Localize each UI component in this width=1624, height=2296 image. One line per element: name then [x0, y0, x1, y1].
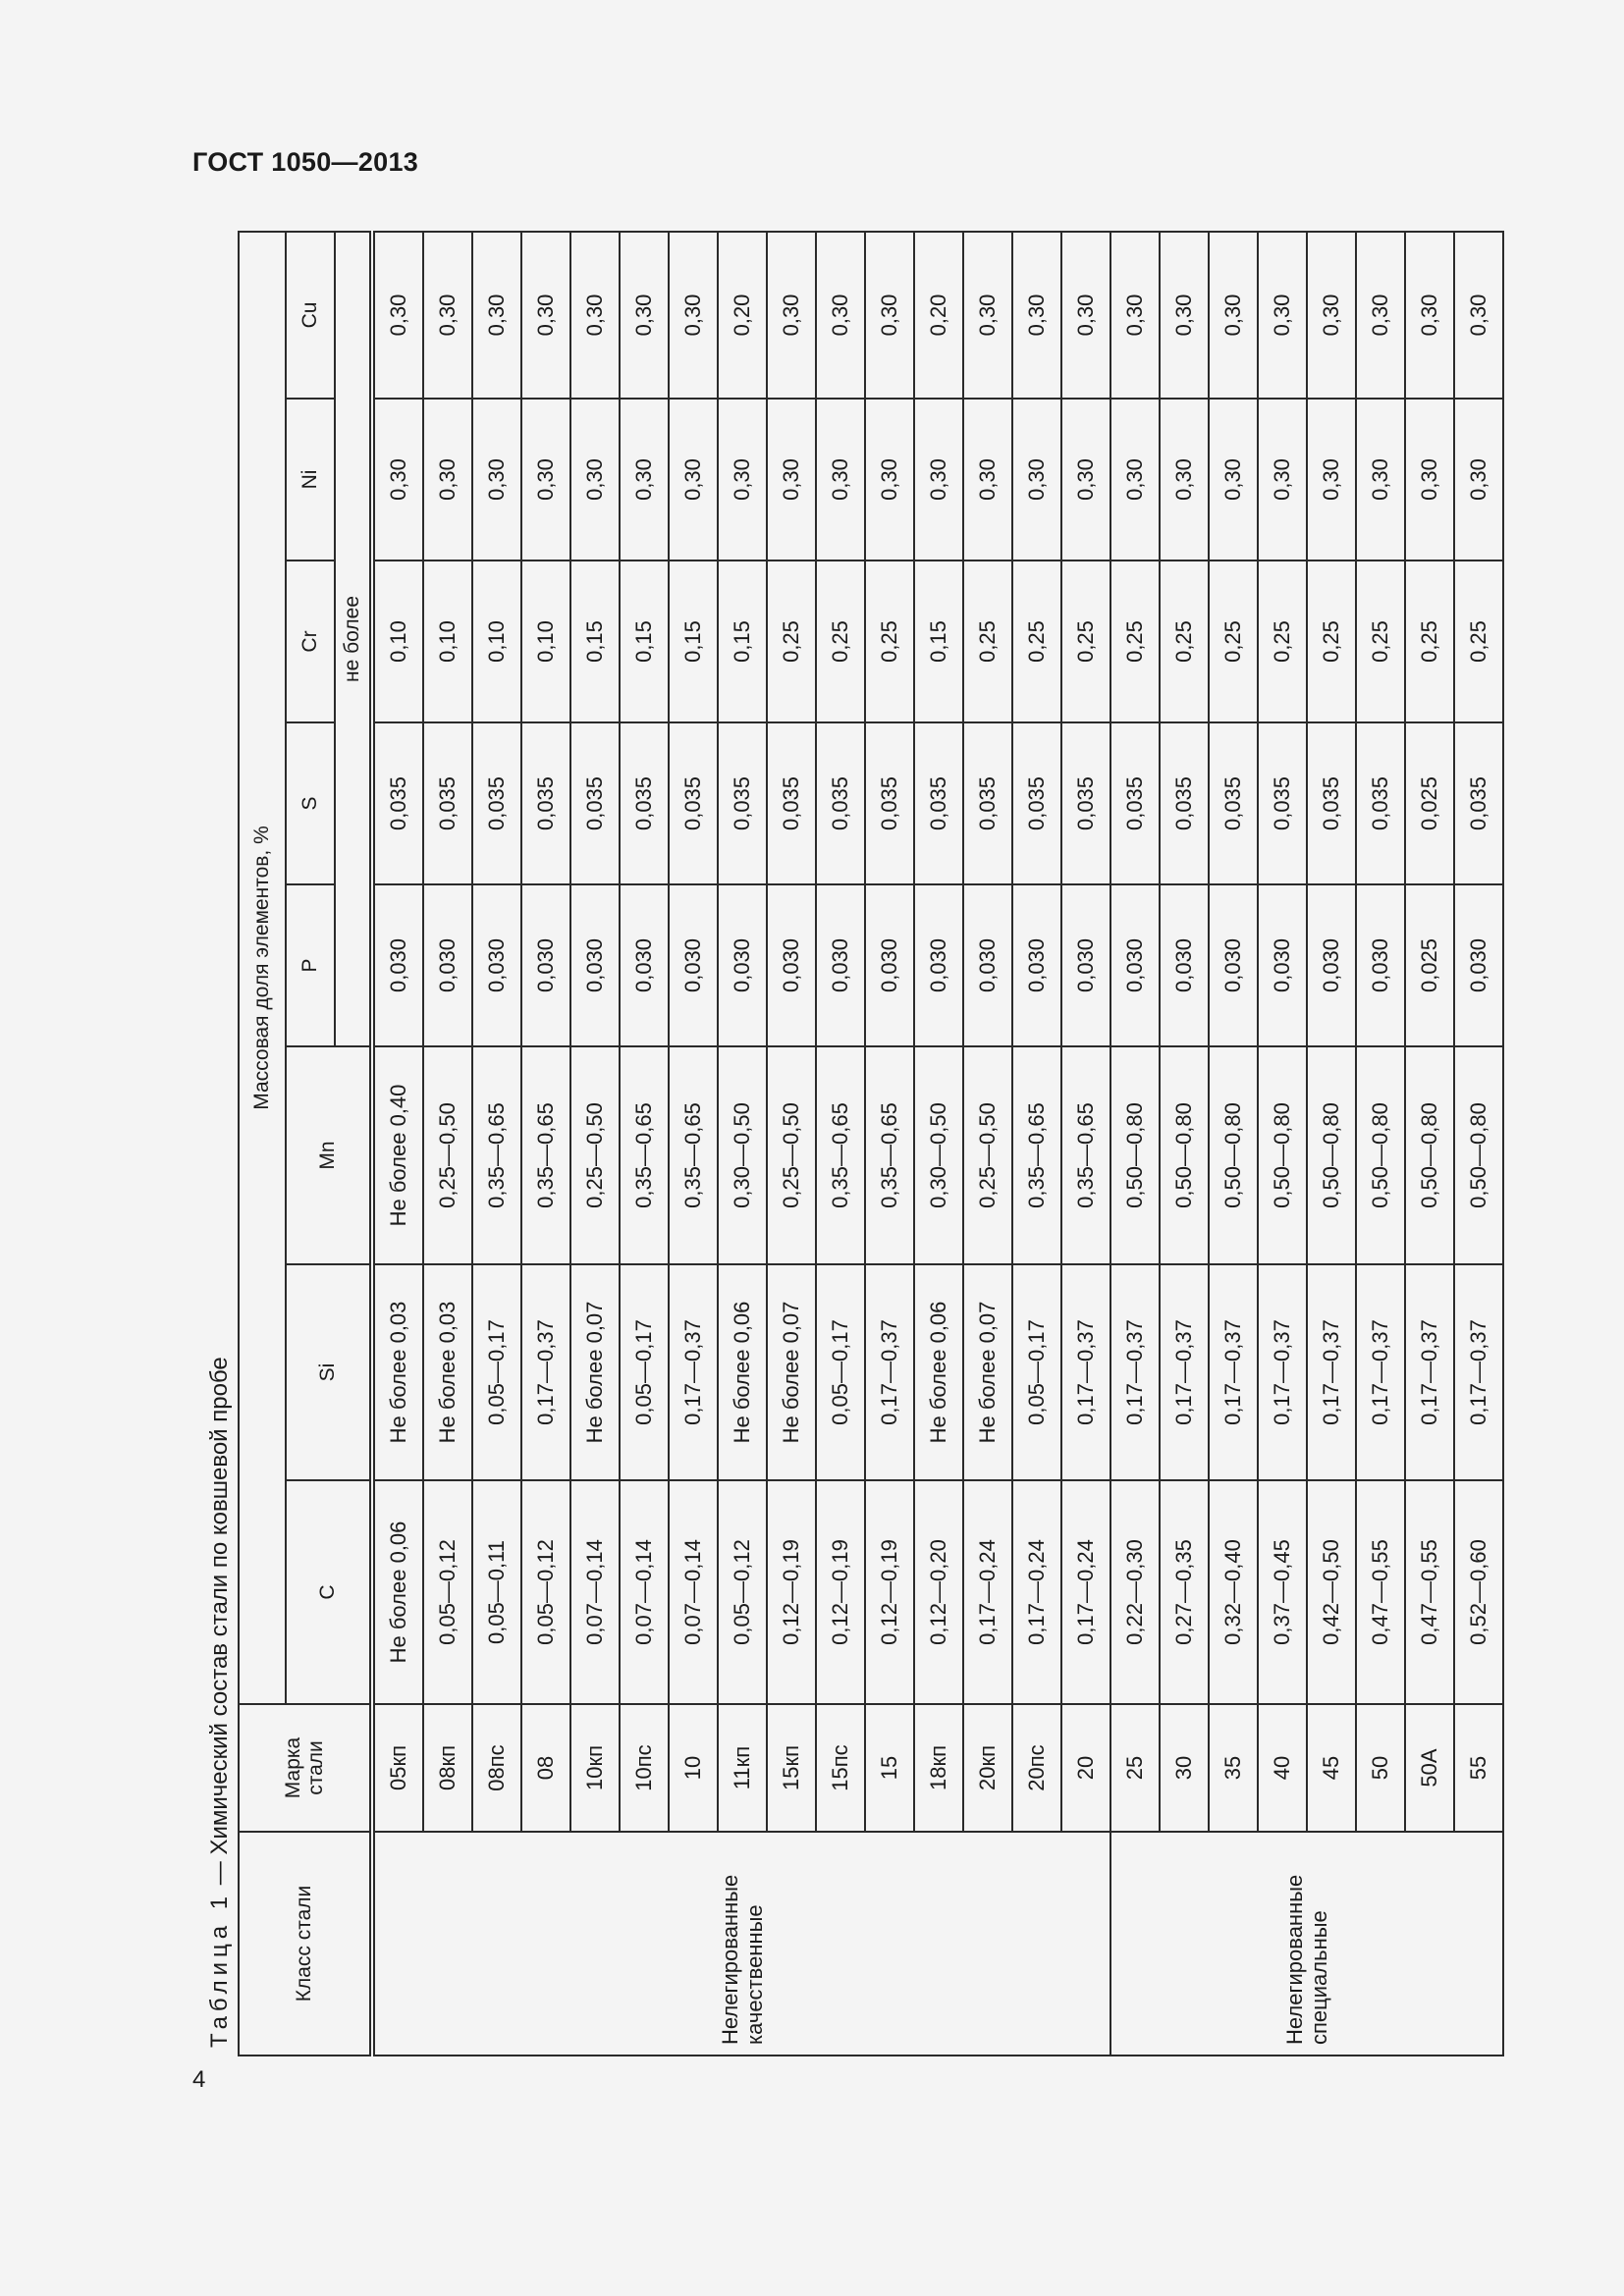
- cell-si: Не более 0,07: [570, 1264, 620, 1480]
- cell-ni: 0,30: [669, 399, 718, 561]
- cell-c: 0,47—0,55: [1405, 1480, 1454, 1704]
- cell-cu: 0,30: [963, 232, 1012, 399]
- cell-p: 0,030: [865, 884, 914, 1046]
- cell-c: 0,17—0,24: [1061, 1480, 1110, 1704]
- cell-ni: 0,30: [1307, 399, 1356, 561]
- steel-grade-cell: 25: [1110, 1704, 1160, 1832]
- cell-cu: 0,30: [1405, 232, 1454, 399]
- cell-p: 0,030: [914, 884, 963, 1046]
- cell-s: 0,035: [1061, 722, 1110, 884]
- cell-cr: 0,15: [669, 561, 718, 722]
- cell-si: 0,05—0,17: [1012, 1264, 1061, 1480]
- cell-mn: 0,35—0,65: [816, 1046, 865, 1264]
- cell-ni: 0,30: [1258, 399, 1307, 561]
- cell-cr: 0,25: [1012, 561, 1061, 722]
- cell-cu: 0,30: [1258, 232, 1307, 399]
- cell-cu: 0,20: [914, 232, 963, 399]
- table-body: [372, 232, 1503, 2056]
- cell-p: 0,030: [1454, 884, 1503, 1046]
- cell-p: 0,030: [1258, 884, 1307, 1046]
- cell-s: 0,035: [1160, 722, 1209, 884]
- cell-ni: 0,30: [914, 399, 963, 561]
- table-caption-lead: Таблица 1: [206, 1891, 233, 2048]
- cell-s: 0,035: [669, 722, 718, 884]
- cell-cu: 0,30: [1454, 232, 1503, 399]
- cell-ni: 0,30: [1405, 399, 1454, 561]
- steel-grade-cell: 40: [1258, 1704, 1307, 1832]
- cell-c: 0,42—0,50: [1307, 1480, 1356, 1704]
- document-header: ГОСТ 1050—2013: [192, 147, 419, 177]
- cell-p: 0,030: [816, 884, 865, 1046]
- cell-si: 0,17—0,37: [1405, 1264, 1454, 1480]
- cell-s: 0,035: [1012, 722, 1061, 884]
- cell-ni: 0,30: [1356, 399, 1405, 561]
- cell-c: 0,17—0,24: [963, 1480, 1012, 1704]
- cell-s: 0,035: [816, 722, 865, 884]
- cell-cr: 0,25: [1356, 561, 1405, 722]
- cell-mn: 0,50—0,80: [1454, 1046, 1503, 1264]
- cell-cr: 0,25: [1307, 561, 1356, 722]
- steel-grade-cell: 15кп: [767, 1704, 816, 1832]
- table-row: [1110, 232, 1160, 2056]
- cell-s: 0,035: [767, 722, 816, 884]
- header-element-p: P: [286, 884, 335, 1046]
- cell-ni: 0,30: [372, 399, 423, 561]
- table-row: [1160, 232, 1209, 2056]
- cell-s: 0,035: [1258, 722, 1307, 884]
- cell-p: 0,030: [372, 884, 423, 1046]
- table-row: [1061, 232, 1110, 2056]
- cell-p: 0,030: [963, 884, 1012, 1046]
- table-row: [1258, 232, 1307, 2056]
- steel-grade-cell: 10: [669, 1704, 718, 1832]
- steel-grade-cell: 08: [521, 1704, 570, 1832]
- cell-s: 0,035: [472, 722, 521, 884]
- cell-cu: 0,30: [1160, 232, 1209, 399]
- cell-p: 0,030: [1110, 884, 1160, 1046]
- steel-grade-cell: 50: [1356, 1704, 1405, 1832]
- steel-grade-cell: 20: [1061, 1704, 1110, 1832]
- cell-si: Не более 0,03: [423, 1264, 472, 1480]
- cell-cu: 0,30: [816, 232, 865, 399]
- cell-mn: 0,50—0,80: [1258, 1046, 1307, 1264]
- cell-c: 0,12—0,19: [767, 1480, 816, 1704]
- cell-c: 0,07—0,14: [669, 1480, 718, 1704]
- table-row: [718, 232, 767, 2056]
- steel-grade-cell: 11кп: [718, 1704, 767, 1832]
- cell-cr: 0,15: [718, 561, 767, 722]
- table-row: [1307, 232, 1356, 2056]
- cell-c: 0,07—0,14: [620, 1480, 669, 1704]
- cell-p: 0,030: [1356, 884, 1405, 1046]
- header-element-ni: Ni: [286, 399, 335, 561]
- header-element-c: C: [286, 1480, 372, 1704]
- cell-ni: 0,30: [1061, 399, 1110, 561]
- cell-cu: 0,30: [669, 232, 718, 399]
- cell-p: 0,030: [1160, 884, 1209, 1046]
- table-row: [1012, 232, 1061, 2056]
- steel-grade-cell: 20кп: [963, 1704, 1012, 1832]
- cell-ni: 0,30: [1110, 399, 1160, 561]
- steel-grade-cell: 15пс: [816, 1704, 865, 1832]
- table-row: [620, 232, 669, 2056]
- cell-cu: 0,30: [472, 232, 521, 399]
- cell-mn: 0,30—0,50: [718, 1046, 767, 1264]
- steel-composition-table: [238, 231, 1504, 2056]
- cell-s: 0,035: [570, 722, 620, 884]
- cell-p: 0,030: [718, 884, 767, 1046]
- cell-cr: 0,15: [914, 561, 963, 722]
- cell-cr: 0,25: [767, 561, 816, 722]
- cell-s: 0,035: [1356, 722, 1405, 884]
- cell-mn: Не более 0,40: [372, 1046, 423, 1264]
- cell-mn: 0,35—0,65: [669, 1046, 718, 1264]
- cell-cr: 0,25: [1160, 561, 1209, 722]
- cell-cu: 0,30: [570, 232, 620, 399]
- cell-mn: 0,50—0,80: [1405, 1046, 1454, 1264]
- cell-c: 0,05—0,12: [521, 1480, 570, 1704]
- cell-mn: 0,25—0,50: [423, 1046, 472, 1264]
- cell-c: 0,37—0,45: [1258, 1480, 1307, 1704]
- steel-grade-cell: 20пс: [1012, 1704, 1061, 1832]
- cell-s: 0,035: [718, 722, 767, 884]
- cell-cr: 0,25: [1258, 561, 1307, 722]
- steel-grade-cell: 50А: [1405, 1704, 1454, 1832]
- header-mass-fraction: Массовая доля элементов, %: [239, 232, 286, 1704]
- steel-grade-cell: 05кп: [372, 1704, 423, 1832]
- steel-grade-cell: 45: [1307, 1704, 1356, 1832]
- steel-grade-cell: 08кп: [423, 1704, 472, 1832]
- table-row: [669, 232, 718, 2056]
- cell-mn: 0,35—0,65: [865, 1046, 914, 1264]
- cell-p: 0,030: [1061, 884, 1110, 1046]
- cell-p: 0,030: [521, 884, 570, 1046]
- table-caption: [206, 1357, 234, 2048]
- cell-p: 0,030: [1307, 884, 1356, 1046]
- cell-p: 0,030: [1209, 884, 1258, 1046]
- cell-cu: 0,30: [767, 232, 816, 399]
- cell-si: Не более 0,07: [963, 1264, 1012, 1480]
- cell-mn: 0,30—0,50: [914, 1046, 963, 1264]
- cell-mn: 0,50—0,80: [1110, 1046, 1160, 1264]
- cell-mn: 0,35—0,65: [620, 1046, 669, 1264]
- cell-c: Не более 0,06: [372, 1480, 423, 1704]
- cell-si: 0,17—0,37: [865, 1264, 914, 1480]
- cell-cu: 0,30: [1209, 232, 1258, 399]
- cell-p: 0,030: [669, 884, 718, 1046]
- header-element-mn: Mn: [286, 1046, 372, 1264]
- cell-si: 0,17—0,37: [1307, 1264, 1356, 1480]
- cell-p: 0,030: [570, 884, 620, 1046]
- steel-class-cell: Нелегированные специальные: [1110, 1832, 1503, 2056]
- cell-s: 0,025: [1405, 722, 1454, 884]
- cell-si: 0,17—0,37: [1209, 1264, 1258, 1480]
- table-row: [963, 232, 1012, 2056]
- header-class: Класс стали: [239, 1832, 372, 2056]
- cell-s: 0,035: [521, 722, 570, 884]
- cell-cu: 0,30: [372, 232, 423, 399]
- cell-mn: 0,50—0,80: [1307, 1046, 1356, 1264]
- cell-si: 0,17—0,37: [1356, 1264, 1405, 1480]
- cell-ni: 0,30: [423, 399, 472, 561]
- cell-s: 0,035: [1307, 722, 1356, 884]
- cell-cu: 0,30: [865, 232, 914, 399]
- cell-ni: 0,30: [521, 399, 570, 561]
- header-element-si: Si: [286, 1264, 372, 1480]
- cell-si: 0,05—0,17: [816, 1264, 865, 1480]
- cell-si: 0,05—0,17: [472, 1264, 521, 1480]
- steel-grade-cell: 10кп: [570, 1704, 620, 1832]
- steel-grade-cell: 08пс: [472, 1704, 521, 1832]
- table-row: [816, 232, 865, 2056]
- cell-p: 0,030: [423, 884, 472, 1046]
- cell-mn: 0,35—0,65: [1061, 1046, 1110, 1264]
- cell-cu: 0,30: [1061, 232, 1110, 399]
- cell-c: 0,07—0,14: [570, 1480, 620, 1704]
- cell-mn: 0,25—0,50: [963, 1046, 1012, 1264]
- cell-si: 0,17—0,37: [521, 1264, 570, 1480]
- cell-cu: 0,30: [1110, 232, 1160, 399]
- cell-cr: 0,10: [521, 561, 570, 722]
- cell-s: 0,035: [1110, 722, 1160, 884]
- cell-cu: 0,30: [1012, 232, 1061, 399]
- cell-c: 0,12—0,20: [914, 1480, 963, 1704]
- cell-ni: 0,30: [570, 399, 620, 561]
- cell-c: 0,05—0,12: [718, 1480, 767, 1704]
- cell-ni: 0,30: [620, 399, 669, 561]
- table-row: [521, 232, 570, 2056]
- cell-p: 0,030: [1012, 884, 1061, 1046]
- cell-si: 0,17—0,37: [1061, 1264, 1110, 1480]
- cell-cr: 0,25: [816, 561, 865, 722]
- steel-grade-cell: 30: [1160, 1704, 1209, 1832]
- cell-ni: 0,30: [1160, 399, 1209, 561]
- cell-mn: 0,25—0,50: [570, 1046, 620, 1264]
- cell-s: 0,035: [620, 722, 669, 884]
- cell-cu: 0,30: [521, 232, 570, 399]
- table-row: [767, 232, 816, 2056]
- cell-ni: 0,30: [816, 399, 865, 561]
- steel-grade-cell: 10пс: [620, 1704, 669, 1832]
- cell-c: 0,27—0,35: [1160, 1480, 1209, 1704]
- cell-mn: 0,35—0,65: [521, 1046, 570, 1264]
- cell-ni: 0,30: [472, 399, 521, 561]
- header-element-cu: Cu: [286, 232, 335, 399]
- cell-p: 0,030: [620, 884, 669, 1046]
- cell-cu: 0,20: [718, 232, 767, 399]
- cell-s: 0,035: [372, 722, 423, 884]
- cell-si: 0,17—0,37: [1110, 1264, 1160, 1480]
- cell-cu: 0,30: [620, 232, 669, 399]
- steel-grade-cell: 18кп: [914, 1704, 963, 1832]
- cell-ni: 0,30: [865, 399, 914, 561]
- cell-si: 0,17—0,37: [1258, 1264, 1307, 1480]
- cell-mn: 0,50—0,80: [1209, 1046, 1258, 1264]
- cell-c: 0,47—0,55: [1356, 1480, 1405, 1704]
- cell-s: 0,035: [423, 722, 472, 884]
- cell-cu: 0,30: [1307, 232, 1356, 399]
- table-row: [914, 232, 963, 2056]
- header-element-s: S: [286, 722, 335, 884]
- cell-cr: 0,25: [963, 561, 1012, 722]
- cell-cr: 0,10: [472, 561, 521, 722]
- header-element-cr: Cr: [286, 561, 335, 722]
- cell-si: 0,17—0,37: [1160, 1264, 1209, 1480]
- steel-grade-cell: 55: [1454, 1704, 1503, 1832]
- cell-cu: 0,30: [1356, 232, 1405, 399]
- table-caption-text: — Химический состав стали по ковшевой пробе: [206, 1357, 233, 1892]
- cell-c: 0,12—0,19: [816, 1480, 865, 1704]
- table-row: [1405, 232, 1454, 2056]
- table-row: [1209, 232, 1258, 2056]
- cell-mn: 0,35—0,65: [1012, 1046, 1061, 1264]
- cell-ni: 0,30: [963, 399, 1012, 561]
- table-row: [423, 232, 472, 2056]
- cell-ni: 0,30: [718, 399, 767, 561]
- cell-cr: 0,15: [570, 561, 620, 722]
- cell-c: 0,12—0,19: [865, 1480, 914, 1704]
- cell-si: Не более 0,06: [914, 1264, 963, 1480]
- header-not-more: не более: [335, 232, 372, 1046]
- page-number: 4: [192, 2066, 206, 2093]
- cell-mn: 0,35—0,65: [472, 1046, 521, 1264]
- table-row: [570, 232, 620, 2056]
- cell-cr: 0,25: [865, 561, 914, 722]
- cell-s: 0,035: [1209, 722, 1258, 884]
- cell-p: 0,030: [472, 884, 521, 1046]
- cell-cr: 0,10: [423, 561, 472, 722]
- cell-si: Не более 0,06: [718, 1264, 767, 1480]
- steel-grade-cell: 35: [1209, 1704, 1258, 1832]
- cell-mn: 0,25—0,50: [767, 1046, 816, 1264]
- table-row: [1356, 232, 1405, 2056]
- cell-c: 0,22—0,30: [1110, 1480, 1160, 1704]
- cell-cr: 0,25: [1209, 561, 1258, 722]
- cell-si: Не более 0,03: [372, 1264, 423, 1480]
- cell-p: 0,025: [1405, 884, 1454, 1046]
- cell-s: 0,035: [1454, 722, 1503, 884]
- cell-ni: 0,30: [767, 399, 816, 561]
- cell-s: 0,035: [865, 722, 914, 884]
- cell-cr: 0,25: [1061, 561, 1110, 722]
- cell-s: 0,035: [914, 722, 963, 884]
- cell-cr: 0,10: [372, 561, 423, 722]
- cell-p: 0,030: [767, 884, 816, 1046]
- cell-cr: 0,25: [1405, 561, 1454, 722]
- table-row: [372, 232, 423, 2056]
- cell-c: 0,32—0,40: [1209, 1480, 1258, 1704]
- cell-si: 0,17—0,37: [1454, 1264, 1503, 1480]
- cell-si: 0,05—0,17: [620, 1264, 669, 1480]
- cell-mn: 0,50—0,80: [1356, 1046, 1405, 1264]
- cell-mn: 0,50—0,80: [1160, 1046, 1209, 1264]
- header-grade: Марка стали: [239, 1704, 372, 1832]
- steel-composition-table-wrapper: [238, 233, 1504, 2056]
- table-row: [1454, 232, 1503, 2056]
- steel-class-cell: Нелегированные качественные: [372, 1832, 1110, 2056]
- cell-si: Не более 0,07: [767, 1264, 816, 1480]
- cell-c: 0,17—0,24: [1012, 1480, 1061, 1704]
- cell-c: 0,52—0,60: [1454, 1480, 1503, 1704]
- cell-c: 0,05—0,12: [423, 1480, 472, 1704]
- cell-s: 0,035: [963, 722, 1012, 884]
- cell-ni: 0,30: [1209, 399, 1258, 561]
- cell-cr: 0,25: [1110, 561, 1160, 722]
- table-row: [472, 232, 521, 2056]
- table-row: [865, 232, 914, 2056]
- cell-ni: 0,30: [1012, 399, 1061, 561]
- cell-cr: 0,15: [620, 561, 669, 722]
- cell-ni: 0,30: [1454, 399, 1503, 561]
- cell-cr: 0,25: [1454, 561, 1503, 722]
- steel-grade-cell: 15: [865, 1704, 914, 1832]
- cell-si: 0,17—0,37: [669, 1264, 718, 1480]
- cell-cu: 0,30: [423, 232, 472, 399]
- cell-c: 0,05—0,11: [472, 1480, 521, 1704]
